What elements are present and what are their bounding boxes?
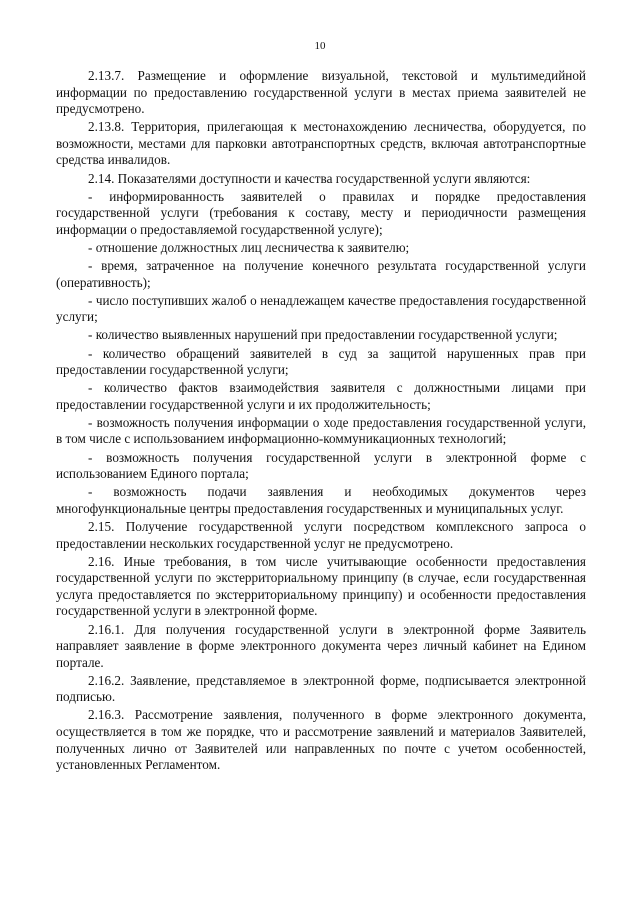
- list-item: - время, затраченное на получение конечного результата государственной услуги (оперативность);: [56, 258, 586, 290]
- paragraph-2-16-3: 2.16.3. Рассмотрение заявления, полученного в форме электронного документа, осуществляется в том же порядке, что и рассмотрение заявлений и материалов Заявителей, полученных лично от Заявителей или направленных по почте с учетом особенностей, установленных Регламентом.: [56, 707, 586, 773]
- document-body: [56, 68, 586, 775]
- list-item: - возможность подачи заявления и необходимых документов через многофункциональные центры предоставления государственных и муниципальных услуг.: [56, 484, 586, 516]
- page-number: 10: [314, 40, 326, 52]
- list-item: - количество обращений заявителей в суд за защитой нарушенных прав при предоставлении государственной услуги;: [56, 345, 586, 378]
- list-item: - информированность заявителей о правилах и порядке предоставления государственной услуги (требования к составу, месту и периодичности размещения информации о предоставляемой государственной услуге);: [56, 188, 586, 237]
- list-item: - возможность получения информации о ходе предоставления государственной услуги, в том числе с использованием информационно-коммуникационных технологий;: [56, 414, 586, 447]
- list-item: - количество фактов взаимодействия заявителя с должностными лицами при предоставлении государственной услуги и их продолжительность;: [56, 380, 586, 412]
- list-item: - возможность получения государственной услуги в электронной форме с использованием Единого портала;: [56, 449, 586, 482]
- paragraph-2-16: 2.16. Иные требования, в том числе учитывающие особенности предоставления государственной услуги по экстерриториальному принципу (в случае, если государственная услуга предоставляется по экстерриториальному принципу) и особенности предоставления государственной услуги в электронной форме.: [56, 553, 586, 619]
- paragraph-2-16-1: 2.16.1. Для получения государственной услуги в электронной форме Заявитель направляет заявление в форме электронного документа через личный кабинет на Едином портале.: [56, 621, 586, 670]
- paragraph-2-13-7: 2.13.7. Размещение и оформление визуальной, текстовой и мультимедийной информации по предоставлению государственной услуги в местах приема заявителей не предусмотрено.: [56, 68, 586, 117]
- paragraph-2-14: 2.14. Показателями доступности и качества государственной услуги являются:: [88, 170, 531, 186]
- paragraph-2-16-2: 2.16.2. Заявление, представляемое в электронной форме, подписывается электронной подписью.: [56, 672, 586, 705]
- list-item: - количество выявленных нарушений при предоставлении государственной услуги;: [88, 327, 558, 343]
- list-item: - число поступивших жалоб о ненадлежащем качестве предоставления государственной услуги;: [56, 292, 586, 325]
- paragraph-2-15: 2.15. Получение государственной услуги посредством комплексного запроса о предоставлении нескольких государственной услуг не предусмотрено.: [56, 518, 586, 551]
- paragraph-2-13-8: 2.13.8. Территория, прилегающая к местонахождению лесничества, оборудуется, по возможности, местами для парковки автотранспортных средств, включая автотранспортные средства инвалидов.: [56, 119, 586, 168]
- list-item: - отношение должностных лиц лесничества к заявителю;: [88, 239, 410, 255]
